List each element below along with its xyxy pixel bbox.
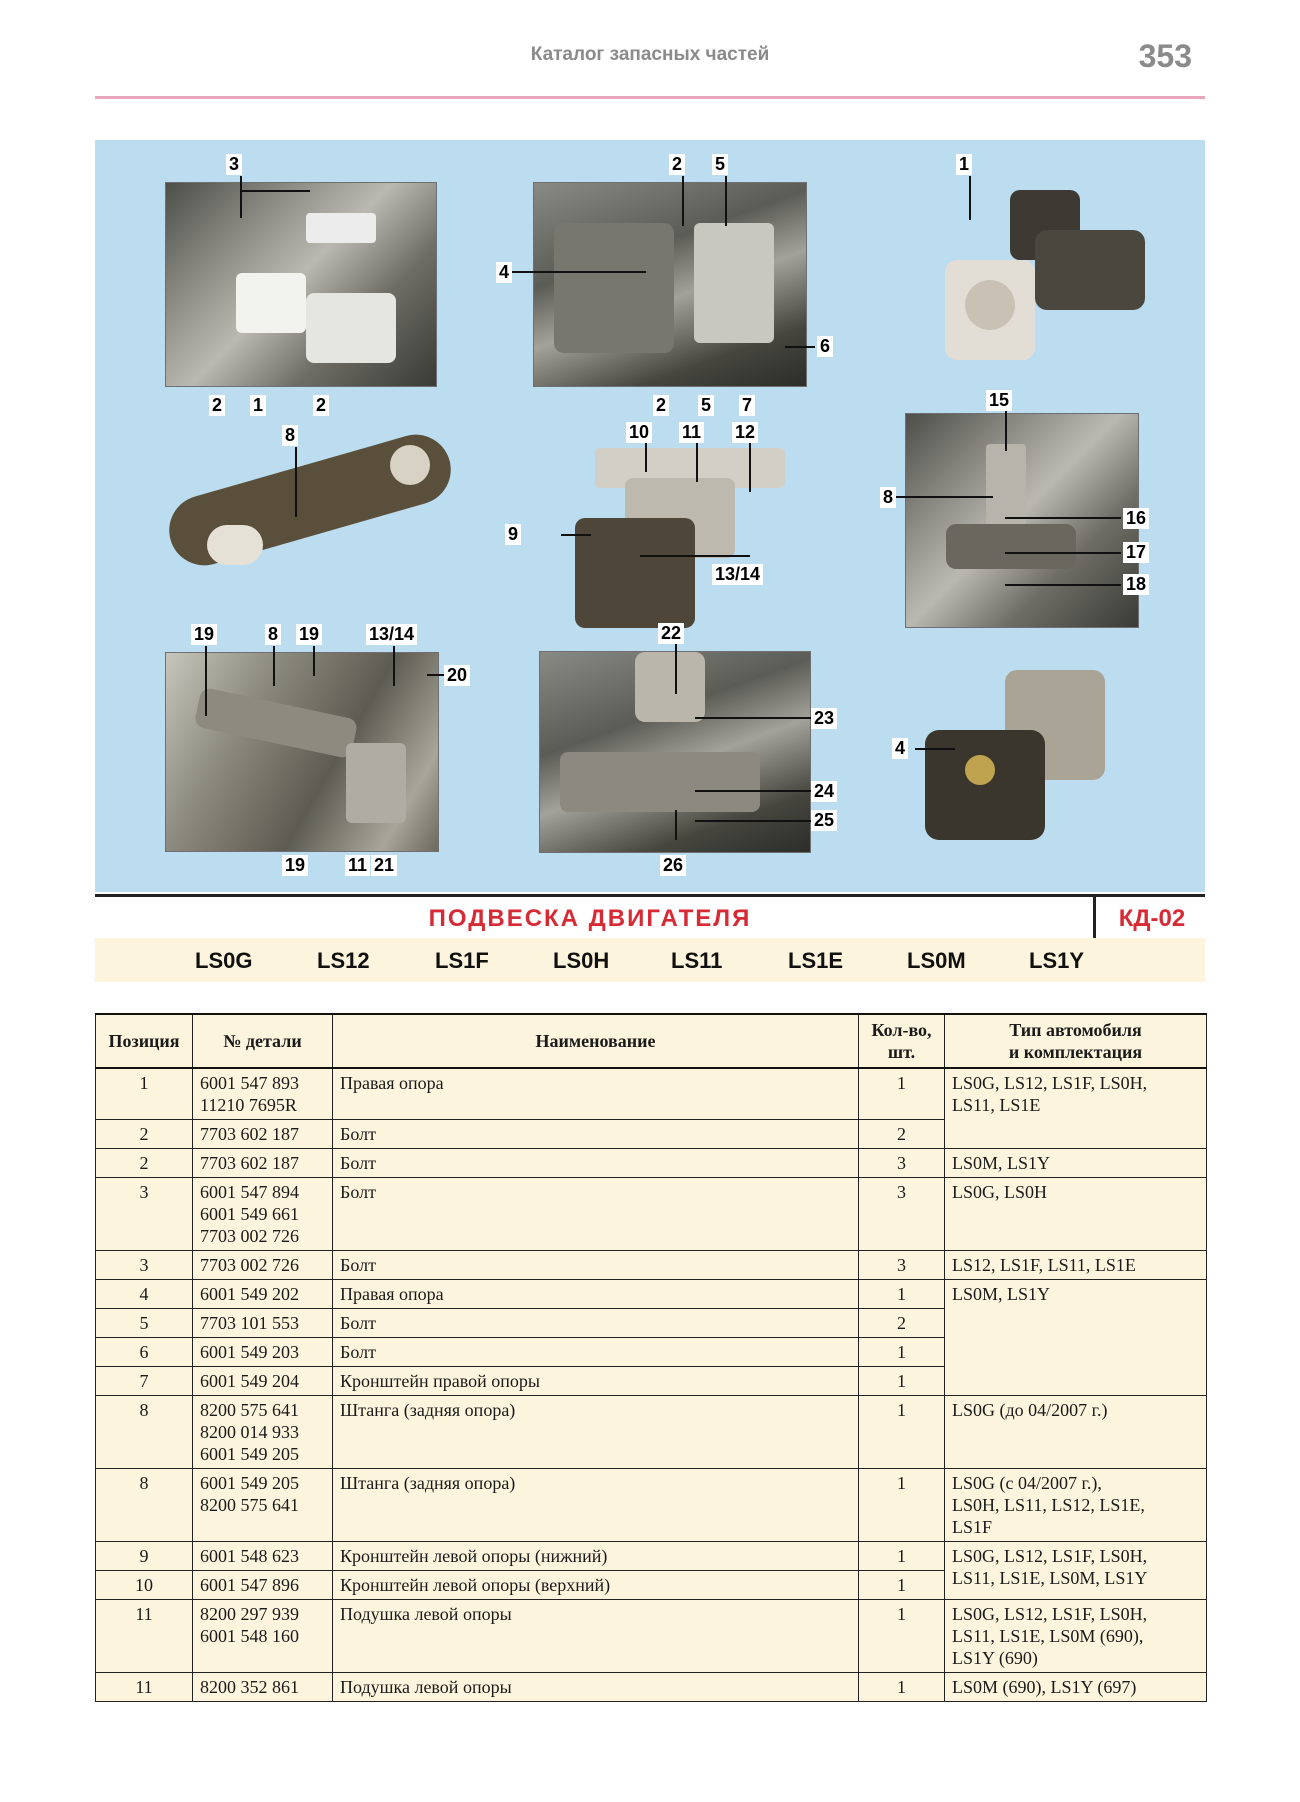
cell-quantity: 2 — [859, 1309, 945, 1338]
cell-name: Кронштейн правой опоры — [333, 1367, 859, 1396]
photo8-callout: 25 — [811, 810, 837, 831]
cell-vehicle-type: LS0M, LS1Y — [945, 1149, 1207, 1178]
table-row — [96, 1600, 1207, 1673]
photo6-callout: 18 — [1123, 574, 1149, 595]
model-code: LS0H — [553, 948, 610, 973]
cell-part-number: 7703 602 187 — [193, 1120, 333, 1149]
page-number: 353 — [1138, 38, 1192, 74]
photo-left-mount-bracket-assembly — [565, 448, 795, 630]
cell-part-number: 6001 547 896 — [193, 1571, 333, 1600]
cell-quantity: 1 — [859, 1673, 945, 1702]
header-divider — [95, 96, 1205, 99]
column-header-part-number: № детали — [193, 1014, 333, 1068]
cell-position: 7 — [96, 1367, 193, 1396]
cell-part-number: 8200 297 939 6001 548 160 — [193, 1600, 333, 1673]
cell-vehicle-type: LS0M, LS1Y — [945, 1280, 1207, 1396]
photo4-callout: 8 — [282, 425, 298, 446]
page-header-title: Каталог запасных частей — [530, 44, 770, 65]
cell-part-number: 7703 101 553 — [193, 1309, 333, 1338]
photo6-callout: 17 — [1123, 542, 1149, 563]
photo1-callout: 2 — [209, 395, 225, 416]
cell-position: 1 — [96, 1068, 193, 1120]
models-bar — [95, 938, 1205, 982]
cell-position: 4 — [96, 1280, 193, 1309]
cell-name: Штанга (задняя опора) — [333, 1469, 859, 1542]
cell-vehicle-type: LS0G, LS12, LS1F, LS0H, LS11, LS1E, LS0M (690), LS1Y (690) — [945, 1600, 1207, 1673]
cell-name: Правая опора — [333, 1280, 859, 1309]
photo2-callout: 2 — [669, 154, 685, 175]
cell-part-number: 6001 549 202 — [193, 1280, 333, 1309]
cell-vehicle-type: LS0M (690), LS1Y (697) — [945, 1673, 1207, 1702]
photo2-callout: 5 — [698, 395, 714, 416]
photo8-callout: 26 — [660, 855, 686, 876]
photo7-callout: 8 — [265, 624, 281, 645]
photo9-callout: 4 — [892, 738, 908, 759]
photo5-callout: 10 — [626, 422, 652, 443]
cell-position: 5 — [96, 1309, 193, 1338]
cell-position: 8 — [96, 1469, 193, 1542]
photo8-callout: 24 — [811, 781, 837, 802]
model-code: LS12 — [317, 948, 370, 973]
cell-name: Кронштейн левой опоры (верхний) — [333, 1571, 859, 1600]
section-code-box — [1093, 897, 1208, 939]
cell-part-number: 6001 548 623 — [193, 1542, 333, 1571]
cell-position: 2 — [96, 1149, 193, 1178]
table-row — [96, 1542, 1207, 1571]
photo1-callout: 1 — [250, 395, 266, 416]
column-header-position: Позиция — [96, 1014, 193, 1068]
section-code: КД-02 — [1118, 905, 1186, 932]
cell-position: 11 — [96, 1673, 193, 1702]
cell-position: 8 — [96, 1396, 193, 1469]
cell-name: Штанга (задняя опора) — [333, 1396, 859, 1469]
cell-position: 11 — [96, 1600, 193, 1673]
photo7-callout: 19 — [191, 624, 217, 645]
table-row — [96, 1673, 1207, 1702]
cell-vehicle-type: LS0G, LS12, LS1F, LS0H, LS11, LS1E, LS0M, LS1Y — [945, 1542, 1207, 1600]
model-code: LS11 — [671, 948, 723, 973]
cell-part-number: 7703 002 726 — [193, 1251, 333, 1280]
cell-position: 6 — [96, 1338, 193, 1367]
cell-vehicle-type: LS0G (с 04/2007 г.), LS0H, LS11, LS12, LS1E, LS1F — [945, 1469, 1207, 1542]
cell-part-number: 8200 575 641 8200 014 933 6001 549 205 — [193, 1396, 333, 1469]
cell-quantity: 1 — [859, 1600, 945, 1673]
table-header-row — [96, 1014, 1207, 1068]
table-row — [96, 1178, 1207, 1251]
cell-quantity: 1 — [859, 1542, 945, 1571]
cell-name: Болт — [333, 1338, 859, 1367]
photo3-callout: 1 — [956, 154, 972, 175]
photo7-callout: 11 — [345, 855, 370, 876]
photo5-callout: 11 — [679, 422, 704, 443]
photo8-callout: 23 — [811, 708, 837, 729]
cell-position: 2 — [96, 1120, 193, 1149]
table-row — [96, 1251, 1207, 1280]
photo-right-mount-bracket-installed — [533, 182, 807, 387]
cell-name: Болт — [333, 1178, 859, 1251]
table-row — [96, 1149, 1207, 1178]
cell-quantity: 3 — [859, 1178, 945, 1251]
cell-vehicle-type: LS0G, LS0H — [945, 1178, 1207, 1251]
photo2-callout: 7 — [739, 395, 755, 416]
column-header-quantity: Кол-во, шт. — [859, 1014, 945, 1068]
photo2-callout: 5 — [712, 154, 728, 175]
section-title-bar — [95, 894, 1205, 940]
cell-name: Подушка левой опоры — [333, 1673, 859, 1702]
photo5-callout: 9 — [505, 524, 521, 545]
model-code: LS0M — [907, 948, 966, 973]
photo7-callout: 19 — [282, 855, 308, 876]
cell-name: Кронштейн левой опоры (нижний) — [333, 1542, 859, 1571]
photo7-callout: 20 — [444, 665, 470, 686]
photo-rear-mount-installed — [905, 413, 1139, 628]
parts-table — [95, 1013, 1207, 1702]
cell-quantity: 1 — [859, 1068, 945, 1120]
cell-position: 10 — [96, 1571, 193, 1600]
model-code: LS0G — [195, 948, 253, 973]
cell-part-number: 6001 549 203 — [193, 1338, 333, 1367]
photo2-callout: 4 — [496, 262, 512, 283]
photo-rear-torque-rod — [165, 435, 465, 605]
cell-part-number: 6001 549 205 8200 575 641 — [193, 1469, 333, 1542]
cell-part-number: 6001 549 204 — [193, 1367, 333, 1396]
photo5-callout: 13/14 — [712, 564, 763, 585]
cell-part-number: 6001 547 894 6001 549 661 7703 002 726 — [193, 1178, 333, 1251]
table-row — [96, 1469, 1207, 1542]
cell-quantity: 1 — [859, 1280, 945, 1309]
section-title: ПОДВЕСКА ДВИГАТЕЛЯ — [428, 905, 752, 932]
cell-vehicle-type: LS0G (до 04/2007 г.) — [945, 1396, 1207, 1469]
cell-vehicle-type: LS12, LS1F, LS11, LS1E — [945, 1251, 1207, 1280]
photo8-callout: 22 — [658, 623, 684, 644]
cell-quantity: 2 — [859, 1120, 945, 1149]
cell-quantity: 3 — [859, 1251, 945, 1280]
column-header-name: Наименование — [333, 1014, 859, 1068]
cell-quantity: 1 — [859, 1338, 945, 1367]
photo2-callout: 6 — [817, 336, 833, 357]
table-row — [96, 1280, 1207, 1309]
cell-position: 3 — [96, 1178, 193, 1251]
cell-position: 9 — [96, 1542, 193, 1571]
photo6-callout: 16 — [1123, 508, 1149, 529]
photo7-callout: 13/14 — [366, 624, 417, 645]
column-header-vehicle-type: Тип автомобиля и комплектация — [945, 1014, 1207, 1068]
cell-name: Болт — [333, 1149, 859, 1178]
cell-vehicle-type: LS0G, LS12, LS1F, LS0H, LS11, LS1E — [945, 1068, 1207, 1149]
table-row — [96, 1396, 1207, 1469]
photo7-callout: 19 — [296, 624, 322, 645]
illustrations-panel — [95, 140, 1205, 892]
model-code: LS1Y — [1029, 948, 1085, 973]
model-code: LS1F — [435, 948, 489, 973]
cell-quantity: 1 — [859, 1571, 945, 1600]
photo-right-mount-ls0m — [905, 670, 1135, 850]
table-row — [96, 1068, 1207, 1120]
photo1-callout: 2 — [313, 395, 329, 416]
photo2-callout: 2 — [653, 395, 669, 416]
cell-part-number: 8200 352 861 — [193, 1673, 333, 1702]
photo-engine-bay-right-mount — [165, 182, 437, 387]
cell-quantity: 3 — [859, 1149, 945, 1178]
cell-position: 3 — [96, 1251, 193, 1280]
cell-name: Болт — [333, 1251, 859, 1280]
photo6-callout: 8 — [880, 487, 896, 508]
cell-quantity: 1 — [859, 1469, 945, 1542]
photo-right-engine-mount-part — [925, 180, 1155, 380]
cell-name: Правая опора — [333, 1068, 859, 1120]
photo5-callout: 12 — [732, 422, 758, 443]
photo1-callout: 3 — [226, 154, 242, 175]
cell-name: Подушка левой опоры — [333, 1600, 859, 1673]
cell-name: Болт — [333, 1120, 859, 1149]
model-code: LS1E — [788, 948, 844, 973]
photo7-callout: 21 — [371, 855, 397, 876]
cell-quantity: 1 — [859, 1396, 945, 1469]
cell-name: Болт — [333, 1309, 859, 1338]
cell-part-number: 7703 602 187 — [193, 1149, 333, 1178]
photo6-callout: 15 — [986, 390, 1012, 411]
cell-quantity: 1 — [859, 1367, 945, 1396]
cell-part-number: 6001 547 893 11210 7695R — [193, 1068, 333, 1120]
